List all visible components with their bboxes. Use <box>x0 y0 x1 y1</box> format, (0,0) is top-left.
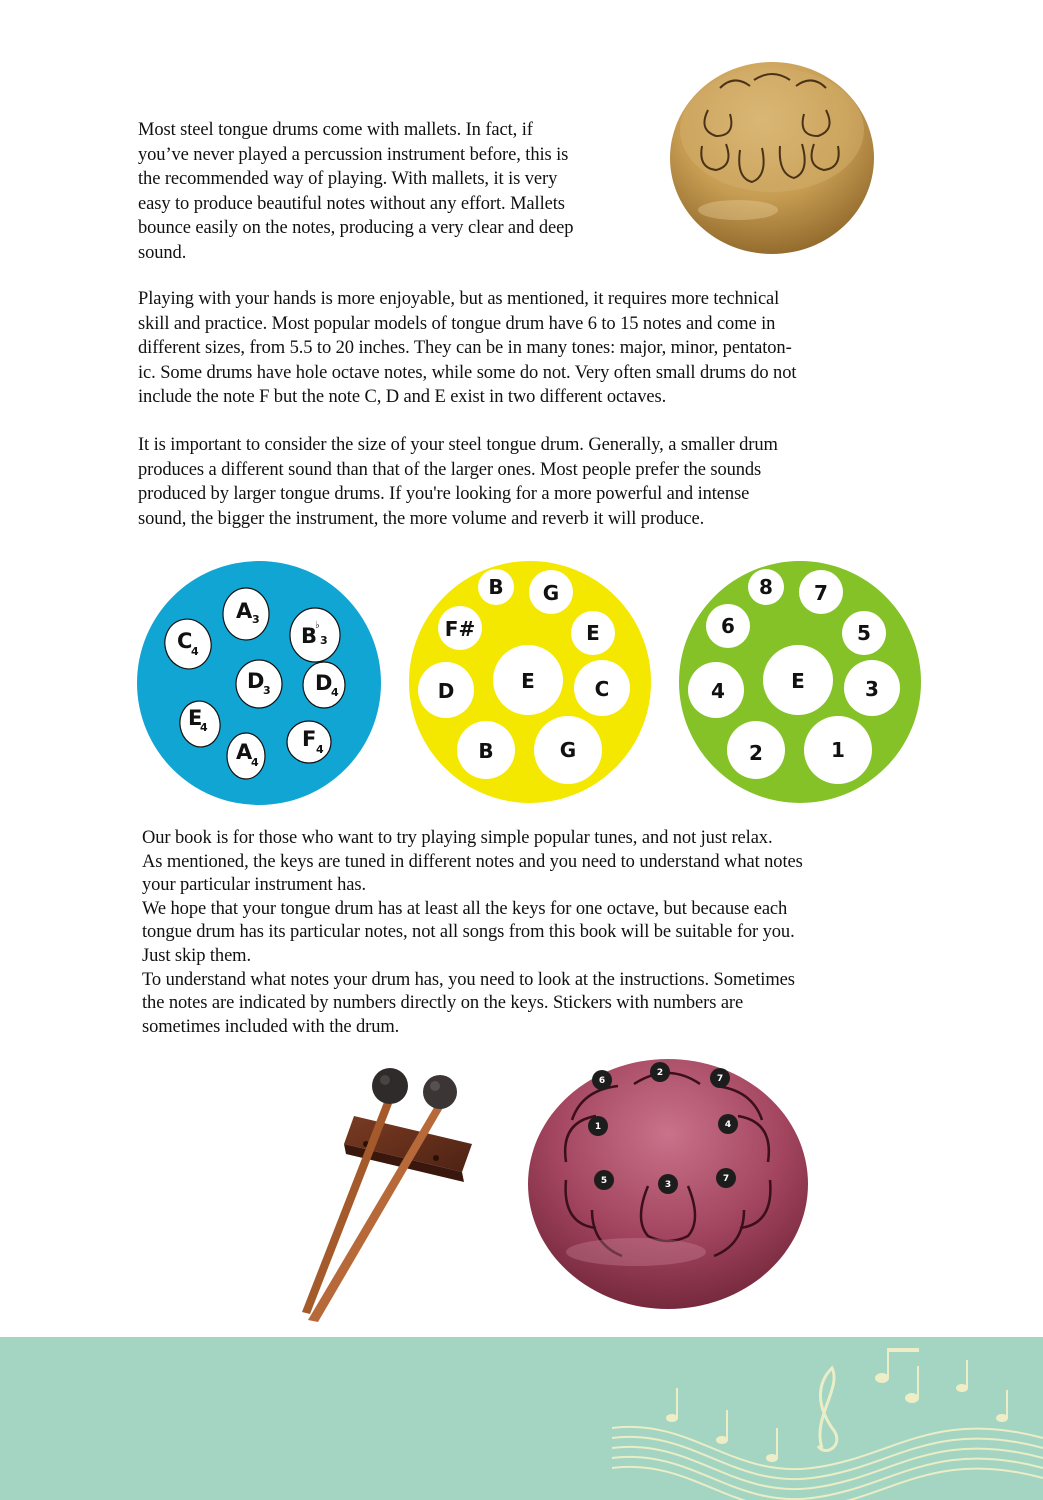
note-key: F# <box>444 617 476 641</box>
mallets-paragraph <box>138 118 638 265</box>
note-key: 5 <box>857 621 871 645</box>
text-line: It is important to consider the size of your steel tongue drum. Generally, a smaller drum <box>138 435 778 455</box>
text-line: produced by larger tongue drums. If you're looking for a more powerful and intense <box>138 484 750 504</box>
note-key: 7 <box>814 581 828 605</box>
text-line: sound. <box>138 242 187 263</box>
note-key: D <box>315 671 333 695</box>
blue-drum-diagram <box>136 560 382 806</box>
text-line: Most steel tongue drums come with mallets. In fact, if <box>138 120 533 140</box>
octave-number: 3 <box>252 613 260 626</box>
green-drum-diagram <box>678 560 922 804</box>
key-number: 1 <box>594 1122 602 1132</box>
note-key: A <box>236 599 253 623</box>
text-line: skill and practice. Most popular models of tongue drum have 6 to 15 notes and come in <box>138 313 776 334</box>
text-line: sometimes included with the drum. <box>142 1016 400 1037</box>
note-key: D <box>247 669 265 693</box>
yellow-drum-diagram <box>408 560 652 804</box>
note-key: D <box>437 679 455 703</box>
note-key: 2 <box>749 741 763 765</box>
key-number: 7 <box>716 1074 724 1084</box>
octave-number: 4 <box>200 721 208 734</box>
text-line: As mentioned, the keys are tuned in different notes and you need to understand what notes <box>142 851 803 872</box>
octave-number: 4 <box>191 645 199 658</box>
note-key: E <box>188 706 203 730</box>
octave-number: 4 <box>251 756 259 769</box>
octave-number: 4 <box>316 743 324 756</box>
text-line: Our book is for those who want to try playing simple popular tunes, and not just relax. <box>142 828 773 848</box>
text-line: sound, the bigger the instrument, the more volume and reverb it will produce. <box>138 508 705 529</box>
key-number: 7 <box>722 1174 730 1184</box>
octave-number: 4 <box>331 686 339 699</box>
note-key: E <box>521 669 535 693</box>
note-key: A <box>236 740 253 764</box>
note-key: E <box>791 669 805 693</box>
note-key: 4 <box>711 679 725 703</box>
text-line: tongue drum has its particular notes, not all songs from this book will be suitable for you. <box>142 922 795 943</box>
text-line: produces a different sound than that of the larger ones. Most people prefer the sounds <box>138 459 762 480</box>
note-key: 1 <box>831 738 845 762</box>
text-line: Just skip them. <box>142 945 251 966</box>
hands-paragraph <box>138 287 878 410</box>
gold-tongue-drum-image <box>668 60 876 256</box>
text-line: bounce easily on the notes, producing a very clear and deep <box>138 218 574 238</box>
pink-tongue-drum-image <box>526 1052 810 1310</box>
text-line: ic. Some drums have hole octave notes, while some do not. Very often small drums do not <box>138 362 797 383</box>
text-line: you’ve never played a percussion instrument before, this is <box>138 144 569 165</box>
note-key: 8 <box>759 575 773 599</box>
note-key: 6 <box>721 614 735 638</box>
book-paragraph <box>142 827 902 1039</box>
note-key: C <box>177 629 193 653</box>
text-line: We hope that your tongue drum has at least all the keys for one octave, but because each <box>142 898 788 919</box>
key-number: 4 <box>724 1120 732 1130</box>
note-key: B <box>478 739 494 763</box>
mallets-image <box>296 1064 482 1326</box>
text-line: your particular instrument has. <box>142 875 366 896</box>
text-line: different sizes, from 5.5 to 20 inches. They can be in many tones: major, minor, pentaton- <box>138 338 792 358</box>
note-key: G <box>542 581 560 605</box>
octave-number: 3 <box>263 684 271 697</box>
note-key: B <box>488 575 504 599</box>
note-key: 3 <box>865 677 879 701</box>
note-key: F <box>302 727 317 751</box>
text-line: include the note F but the note C, D and E exist in two different octaves. <box>138 387 667 407</box>
note-key: B <box>301 624 318 648</box>
key-number: 3 <box>664 1180 672 1190</box>
flat-sign: ♭ <box>315 620 320 631</box>
text-line: easy to produce beautiful notes without any effort. Mallets <box>138 193 565 214</box>
text-line: the notes are indicated by numbers directly on the keys. Stickers with numbers are <box>142 993 744 1014</box>
text-line: the recommended way of playing. With mallets, it is very <box>138 169 558 189</box>
note-key: G <box>559 738 577 762</box>
size-paragraph <box>138 433 878 531</box>
text-line: To understand what notes your drum has, you need to look at the instructions. Sometimes <box>142 969 795 990</box>
note-key: C <box>594 677 610 701</box>
music-notes-decoration <box>612 1348 1043 1500</box>
text-line: Playing with your hands is more enjoyable, but as mentioned, it requires more technical <box>138 289 780 309</box>
note-key: E <box>586 621 600 645</box>
key-number: 2 <box>656 1068 664 1078</box>
key-number: 5 <box>600 1176 608 1186</box>
key-number: 6 <box>598 1076 606 1086</box>
octave-number: 3 <box>320 634 328 647</box>
